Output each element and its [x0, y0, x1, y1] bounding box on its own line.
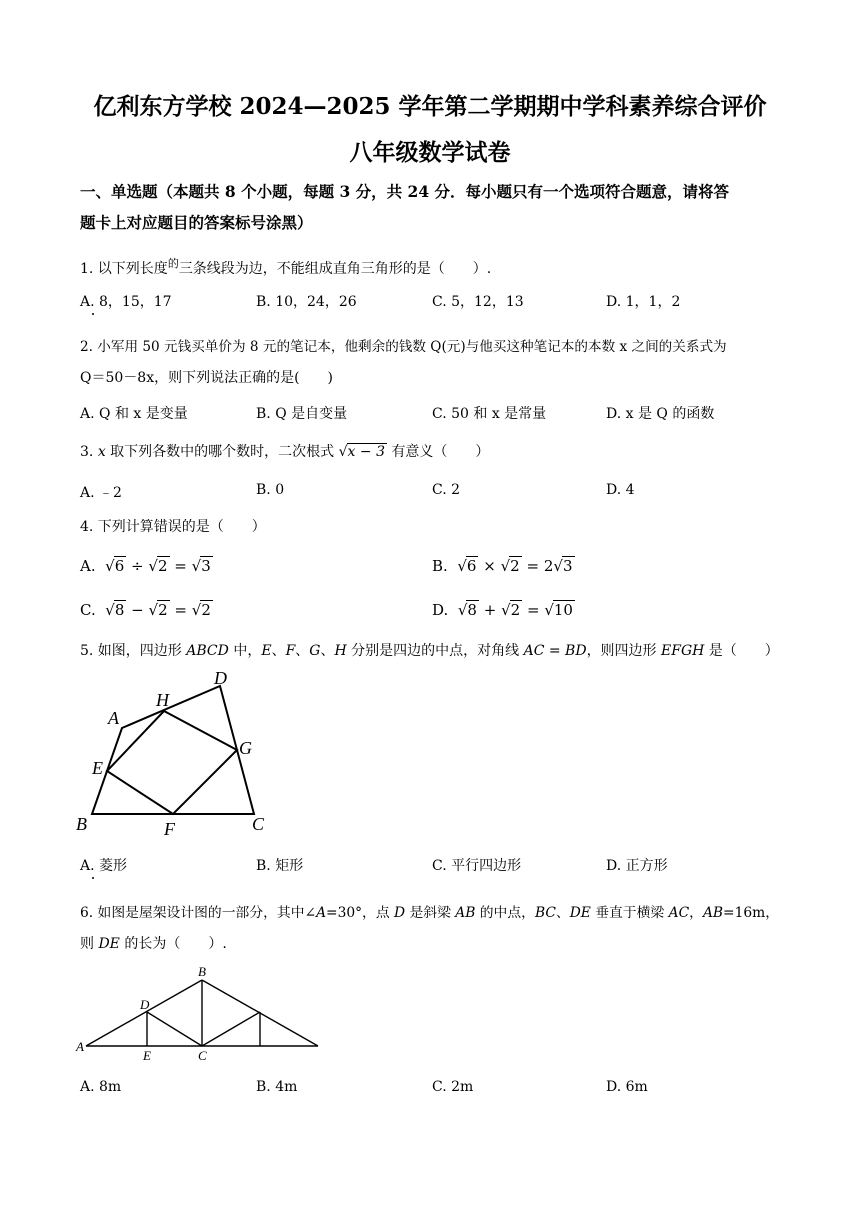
- quadrilateral-figure: [76, 668, 276, 840]
- radicand: 2: [510, 557, 520, 575]
- figure-label-g: G: [239, 738, 252, 758]
- truss-label-e: E: [143, 1048, 151, 1062]
- figure-label-b: B: [76, 814, 87, 834]
- q2-option-b: B. Q 是自变量: [256, 406, 348, 422]
- radicand: 8: [467, 601, 477, 619]
- radicand: 2: [157, 557, 168, 575]
- q6-text: 的中点，: [475, 905, 535, 921]
- question-5-stem: [80, 640, 779, 660]
- radicand: 3: [562, 557, 573, 575]
- operator: +: [483, 601, 497, 619]
- q2-option-a: A. Q 和 x 是变量: [80, 406, 188, 422]
- figure-label-d: D: [214, 668, 227, 688]
- operator: ÷: [131, 557, 144, 575]
- q5-var: E: [261, 643, 272, 659]
- q5-stem-part: 中，: [228, 643, 262, 659]
- q5-var: AC = BD: [523, 643, 587, 659]
- q5-var: ABCD: [186, 643, 229, 659]
- radicand: 8: [114, 601, 125, 619]
- q6-var: DE: [569, 905, 591, 921]
- q1-option-a: A. 8，15，17: [80, 294, 172, 310]
- q5-stem-part: 是（ ）: [704, 643, 779, 659]
- figure-label-c: C: [252, 814, 265, 834]
- q3-variable: x: [97, 444, 106, 460]
- figure-label-h: H: [156, 690, 169, 710]
- q2-option-d: D. x 是 Q 的函数: [606, 406, 715, 422]
- q6-var: AB: [702, 905, 724, 921]
- question-3-stem: [80, 441, 489, 461]
- q6-option-b: B. 4m: [256, 1079, 298, 1095]
- radicand: 2: [201, 601, 211, 619]
- radicand: 6: [114, 557, 125, 575]
- truss-label-a: A: [76, 1039, 84, 1054]
- truss-brace-left: [147, 1012, 202, 1046]
- q3-stem-part: 有意义（ ）: [391, 444, 490, 460]
- q1-option-c: C. 5，12，13: [432, 294, 524, 310]
- q1-superscript: 的: [167, 257, 179, 270]
- operator: −: [131, 601, 144, 619]
- q6-var: A: [316, 905, 327, 921]
- equals-sign: =: [526, 601, 540, 619]
- truss-label-d: D: [140, 997, 150, 1012]
- q3-stem-part: 3.: [80, 444, 98, 460]
- figure-label-f: F: [164, 819, 175, 839]
- q6-text: 垂直于横梁: [590, 905, 669, 921]
- q5-stem-part: ，则四边形: [586, 643, 662, 659]
- q3-radical: [339, 444, 387, 460]
- q5-option-a: A. 菱形: [80, 858, 128, 874]
- truss-brace-right: [202, 1012, 260, 1046]
- option-label: A.: [80, 557, 96, 575]
- option-label: B.: [432, 557, 448, 575]
- exam-title: 亿利东方学校 2024—2025 学年第二学期期中学科素养综合评价: [93, 93, 767, 120]
- q3-option-d: D. 4: [606, 482, 635, 498]
- radicand: 10: [553, 601, 573, 619]
- q5-stem-part: 5. 如图，四边形: [80, 643, 187, 659]
- q5-option-c: C. 平行四边形: [432, 858, 522, 874]
- q4-option-b: B. √6 × √2 = 2√3: [432, 557, 573, 575]
- q1-option-b: B. 10，24，26: [256, 294, 357, 310]
- section-instructions-line2: 题卡上对应题目的答案标号涂黑）: [80, 213, 313, 232]
- q1-option-d: D. 1，1，2: [606, 294, 681, 310]
- dot-mark: [92, 877, 94, 879]
- q6-var: AC: [668, 905, 690, 921]
- q6-text: 的长为（ ）.: [119, 936, 227, 952]
- q6-text: 、: [555, 905, 570, 921]
- question-2-line1: 2. 小军用 50 元钱买单价为 8 元的笔记本，他剩余的钱数 Q(元)与他买这种笔记本的本数 x 之间的关系式为: [80, 339, 727, 355]
- q6-text: ，: [689, 905, 703, 921]
- radicand: 3: [201, 557, 211, 575]
- roof-truss-figure: [74, 962, 326, 1062]
- figure-label-a: A: [108, 708, 119, 728]
- equals-sign: =: [174, 601, 187, 619]
- q1-stem-part: 三条线段为边，不能组成直角三角形的是（ ）.: [178, 261, 492, 277]
- option-label: C.: [80, 601, 96, 619]
- question-4-stem: 4. 下列计算错误的是（ ）: [80, 519, 266, 535]
- q3-stem-part: 取下列各数中的哪个数时，二次根式: [105, 444, 335, 460]
- truss-label-b: B: [198, 964, 206, 979]
- q3-option-b: B. 0: [256, 482, 285, 498]
- q3-radicand: x − 3: [347, 444, 385, 460]
- q6-option-c: C. 2m: [432, 1079, 474, 1095]
- quadrilateral-abcd: [92, 686, 254, 814]
- q5-sep: 、: [320, 643, 335, 659]
- q6-var: D: [394, 905, 406, 921]
- q6-var: AB: [455, 905, 476, 921]
- radicand: 6: [466, 557, 477, 575]
- q4-option-a: A. √6 ÷ √2 = √3: [80, 557, 211, 575]
- q6-text: =30°，点: [326, 905, 395, 921]
- q5-var: G: [309, 643, 321, 659]
- equals-sign: =: [174, 557, 187, 575]
- question-6-line1: [80, 901, 779, 921]
- radicand: 2: [158, 601, 168, 619]
- q4-option-c: C. √8 − √2 = √2: [80, 601, 211, 619]
- operator: ×: [483, 557, 496, 575]
- q6-var: BC: [534, 905, 556, 921]
- truss-label-c: C: [198, 1048, 207, 1062]
- q5-stem-part: 分别是四边的中点，对角线: [346, 643, 524, 659]
- question-6-line2: [80, 933, 227, 953]
- equals-sign: =: [526, 557, 540, 575]
- q5-sep: 、: [295, 643, 310, 659]
- q1-stem-part: 1. 以下列长度: [80, 261, 168, 277]
- q5-var: F: [285, 643, 296, 659]
- question-1-stem: [80, 255, 491, 278]
- q6-text: 则: [80, 936, 99, 952]
- q3-option-c: C. 2: [432, 482, 461, 498]
- q4-option-d: D. √8 + √2 = √10: [432, 601, 573, 619]
- q5-sep: 、: [271, 643, 286, 659]
- q6-option-a: A. 8m: [80, 1079, 122, 1095]
- option-label: D.: [432, 601, 449, 619]
- q5-var: H: [334, 643, 347, 659]
- sqrt-icon: √: [338, 444, 348, 460]
- q6-text: 6. 如图是屋架设计图的一部分，其中∠: [80, 905, 317, 921]
- dot-mark: [92, 313, 94, 315]
- truss-rafter-ab: [86, 980, 202, 1046]
- q5-var: EFGH: [661, 643, 705, 659]
- figure-label-e: E: [92, 758, 103, 778]
- q6-option-d: D. 6m: [606, 1079, 648, 1095]
- section-instructions-line1: 一、单选题（本题共 8 个小题，每题 3 分，共 24 分．每小题只有一个选项符合题意，请将答: [80, 182, 730, 201]
- q3-option-a: A. ﹣2: [80, 485, 122, 501]
- q6-text: 是斜梁: [405, 905, 456, 921]
- q5-option-d: D. 正方形: [606, 858, 668, 874]
- radicand: 2: [510, 601, 521, 619]
- coefficient: 2: [543, 557, 554, 575]
- question-2-line2: Q＝50－8x，则下列说法正确的是( ): [80, 370, 334, 386]
- q5-option-b: B. 矩形: [256, 858, 304, 874]
- exam-subtitle: 八年级数学试卷: [349, 139, 511, 166]
- q6-var: DE: [98, 936, 120, 952]
- q6-text: =16m，: [723, 905, 780, 921]
- q2-option-c: C. 50 和 x 是常量: [432, 406, 547, 422]
